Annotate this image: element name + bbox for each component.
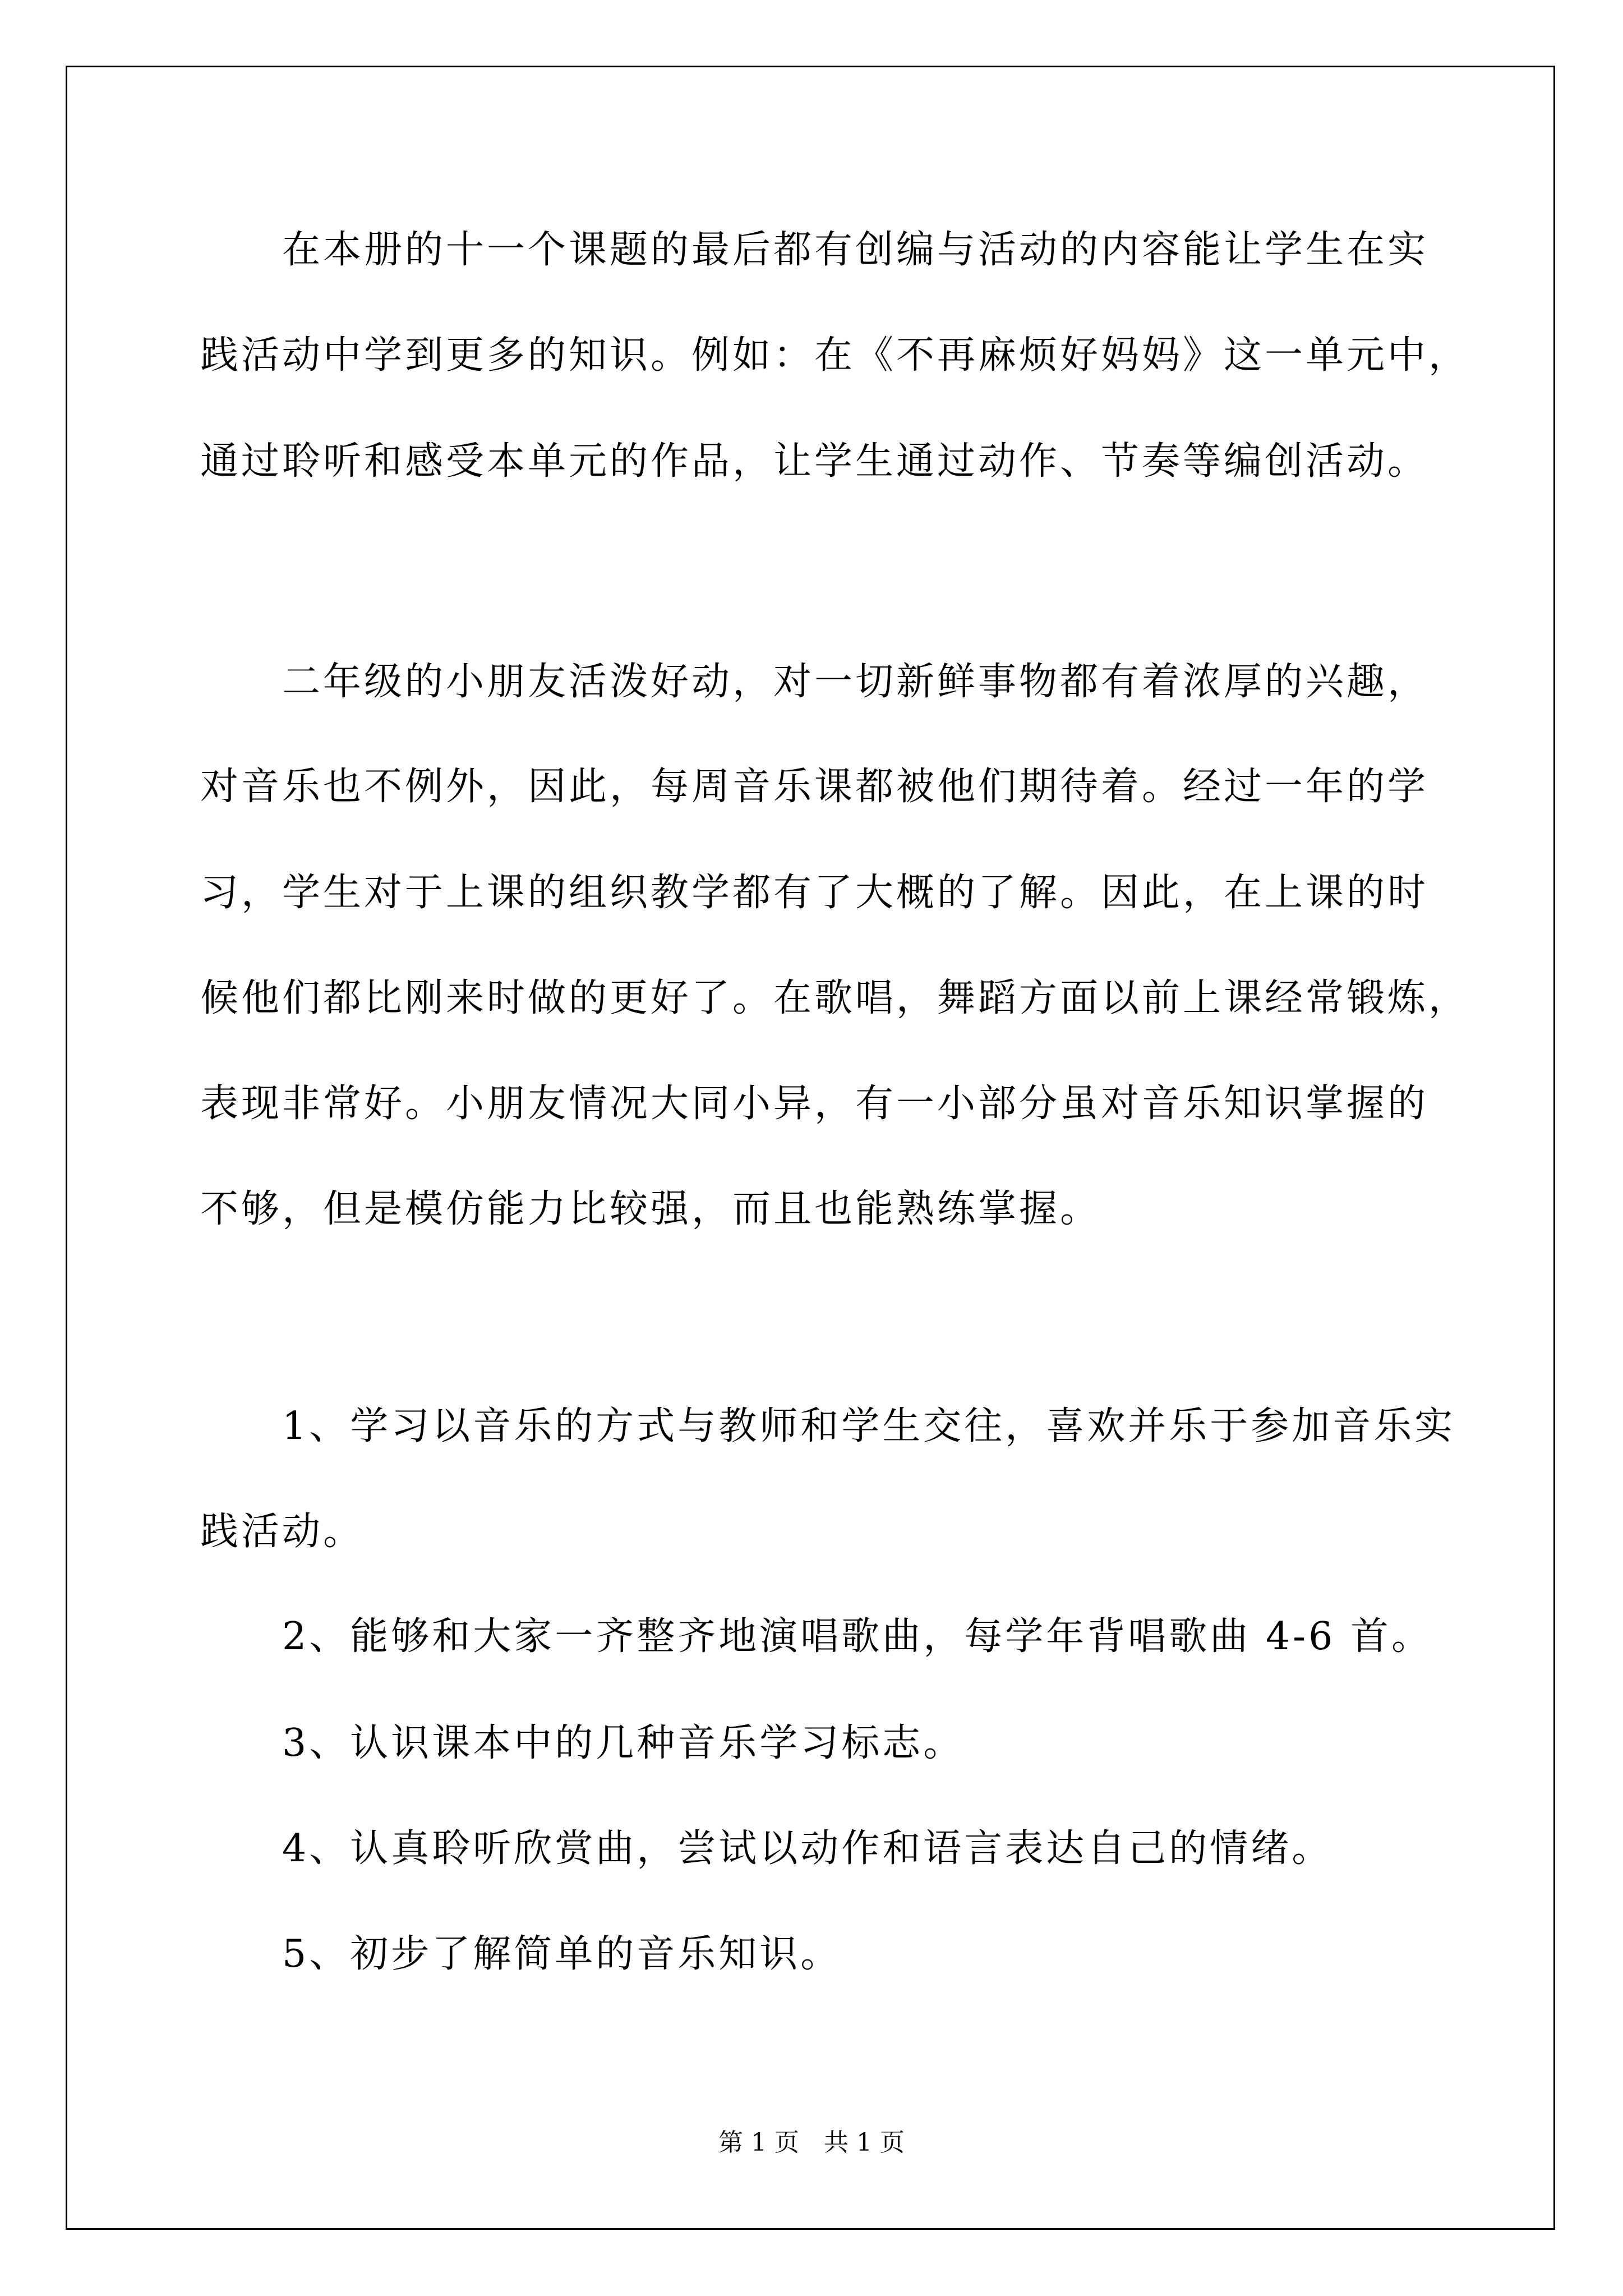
list-item-4: 4、认真聆听欣赏曲，尝试以动作和语言表达自己的情绪。 bbox=[200, 1826, 1333, 1871]
paragraph-2-line-4: 候他们都比刚来时做的更好了。在歌唱，舞蹈方面以前上课经常锻炼， bbox=[200, 976, 1470, 1020]
list-item-5: 5、初步了解简单的音乐知识。 bbox=[200, 1932, 842, 1976]
list-item-1-line-2: 践活动。 bbox=[200, 1510, 365, 1554]
list-item-2: 2、能够和大家一齐整齐地演唱歌曲，每学年背唱歌曲 4-6 首。 bbox=[200, 1614, 1433, 1659]
paragraph-2-line-3: 习，学生对于上课的组织教学都有了大概的了解。因此，在上课的时 bbox=[200, 871, 1429, 915]
paragraph-1-line-1: 在本册的十一个课题的最后都有创编与活动的内容能让学生在实 bbox=[200, 228, 1429, 272]
list-item-3: 3、认识课本中的几种音乐学习标志。 bbox=[200, 1721, 965, 1765]
paragraph-2-line-1: 二年级的小朋友活泼好动，对一切新鲜事物都有着浓厚的兴趣， bbox=[200, 660, 1429, 704]
page-footer: 第 1 页 共 1 页 bbox=[718, 2128, 905, 2157]
paragraph-2-line-2: 对音乐也不例外，因此，每周音乐课都被他们期待着。经过一年的学 bbox=[200, 765, 1429, 809]
paragraph-2-line-6: 不够，但是模仿能力比较强，而且也能熟练掌握。 bbox=[200, 1187, 1101, 1231]
paragraph-2-line-5: 表现非常好。小朋友情况大同小异，有一小部分虽对音乐知识掌握的 bbox=[200, 1082, 1429, 1126]
paragraph-1-line-2: 践活动中学到更多的知识。例如：在《不再麻烦好妈妈》这一单元中， bbox=[200, 333, 1470, 378]
list-item-1-line-1: 1、学习以音乐的方式与教师和学生交往，喜欢并乐于参加音乐实 bbox=[200, 1404, 1456, 1448]
paragraph-1-line-3: 通过聆听和感受本单元的作品，让学生通过动作、节奏等编创活动。 bbox=[200, 439, 1429, 484]
page-border bbox=[66, 66, 1555, 2230]
